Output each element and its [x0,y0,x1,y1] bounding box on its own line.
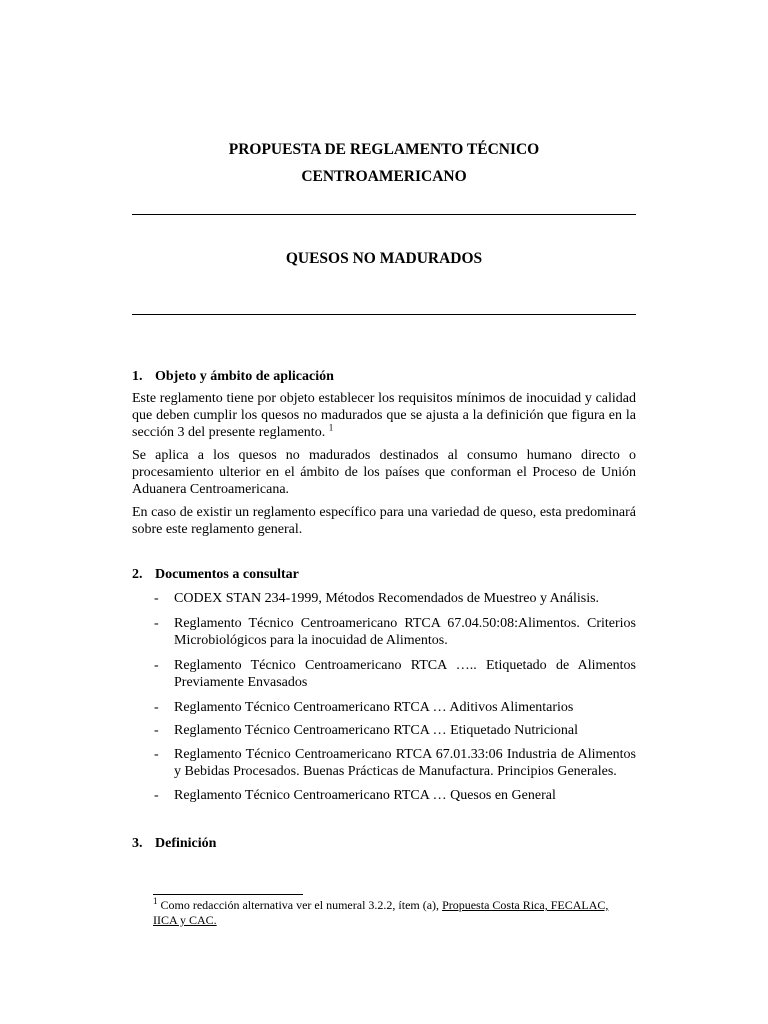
section-1-paragraph-1 [132,390,636,441]
section-3-title: Definición [155,836,217,851]
list-bullet: - [154,658,159,673]
list-item-text: Reglamento Técnico Centroamericano RTCA … Aditivos Alimentarios [174,700,574,715]
list-bullet: - [154,788,159,803]
list-bullet: - [154,747,159,762]
document-body [132,368,636,852]
footnote-underlined-text: Propuesta Costa Rica, FECALAC, IICA y CAC. [153,898,609,927]
footnote [153,898,636,928]
list-item-text: Reglamento Técnico Centroamericano RTCA ….. Etiquetado de Alimentos Previamente Envasados [174,658,636,690]
list-bullet: - [154,700,159,715]
section-3-heading [132,835,636,852]
footnote-reference: 1 [328,422,334,433]
document-title-line2: CENTROAMERICANO [301,168,467,185]
footnote-separator [153,894,303,895]
list-item [132,722,636,739]
document-title-line1: PROPUESTA DE REGLAMENTO TÉCNICO [228,141,540,158]
section-2-number: 2. [132,567,143,582]
list-item [132,699,636,716]
section-1-number: 1. [132,369,143,384]
list-item-text: CODEX STAN 234-1999, Métodos Recomendados de Muestreo y Análisis. [174,591,600,606]
section-3-number: 3. [132,836,143,851]
list-bullet: - [154,616,159,631]
footnote-marker: 1 [153,896,158,906]
section-1-paragraph-1-text: Este reglamento tiene por objeto establecer los requisitos mínimos de inocuidad y calidad que deben cumplir los quesos no madurados que se ajusta a la definición que figura en la sección 3 del presente reglamento. [132,391,636,440]
title-divider-bottom [132,314,636,315]
section-2-title: Documentos a consultar [155,567,299,582]
list-item [132,787,636,804]
section-1-heading [132,368,636,385]
footnote-text: Como redacción alternativa ver el numeral 3.2.2, ítem (a), [160,898,440,912]
section-1-paragraph-2: Se aplica a los quesos no madurados destinados al consumo humano directo o procesamiento ulterior en el ámbito de los países que conforman el Proceso de Unión Aduanera Centroamericana. [132,448,636,497]
title-divider-top [132,214,636,215]
list-item-text: Reglamento Técnico Centroamericano RTCA 67.01.33:06 Industria de Alimentos y Bebidas Procesados. Buenas Prácticas de Manufactura. Principios Generales. [174,747,636,779]
list-item-text: Reglamento Técnico Centroamericano RTCA … Etiquetado Nutricional [174,723,579,738]
list-item-text: Reglamento Técnico Centroamericano RTCA … Quesos en General [174,788,556,803]
list-bullet: - [154,723,159,738]
section-1-paragraph-3: En caso de existir un reglamento específico para una variedad de queso, esta predominará sobre este reglamento general. [132,505,636,537]
section-2-heading [132,566,636,583]
section-1-title: Objeto y ámbito de aplicación [155,369,334,384]
list-item [132,746,636,780]
list-item [132,657,636,691]
list-item [132,590,636,607]
list-bullet: - [154,591,159,606]
list-item [132,615,636,649]
document-subtitle: QUESOS NO MADURADOS [285,250,483,267]
reference-documents-list [132,590,636,804]
list-item-text: Reglamento Técnico Centroamericano RTCA 67.04.50:08:Alimentos. Criterios Microbiológicos para la inocuidad de Alimentos. [174,616,636,648]
